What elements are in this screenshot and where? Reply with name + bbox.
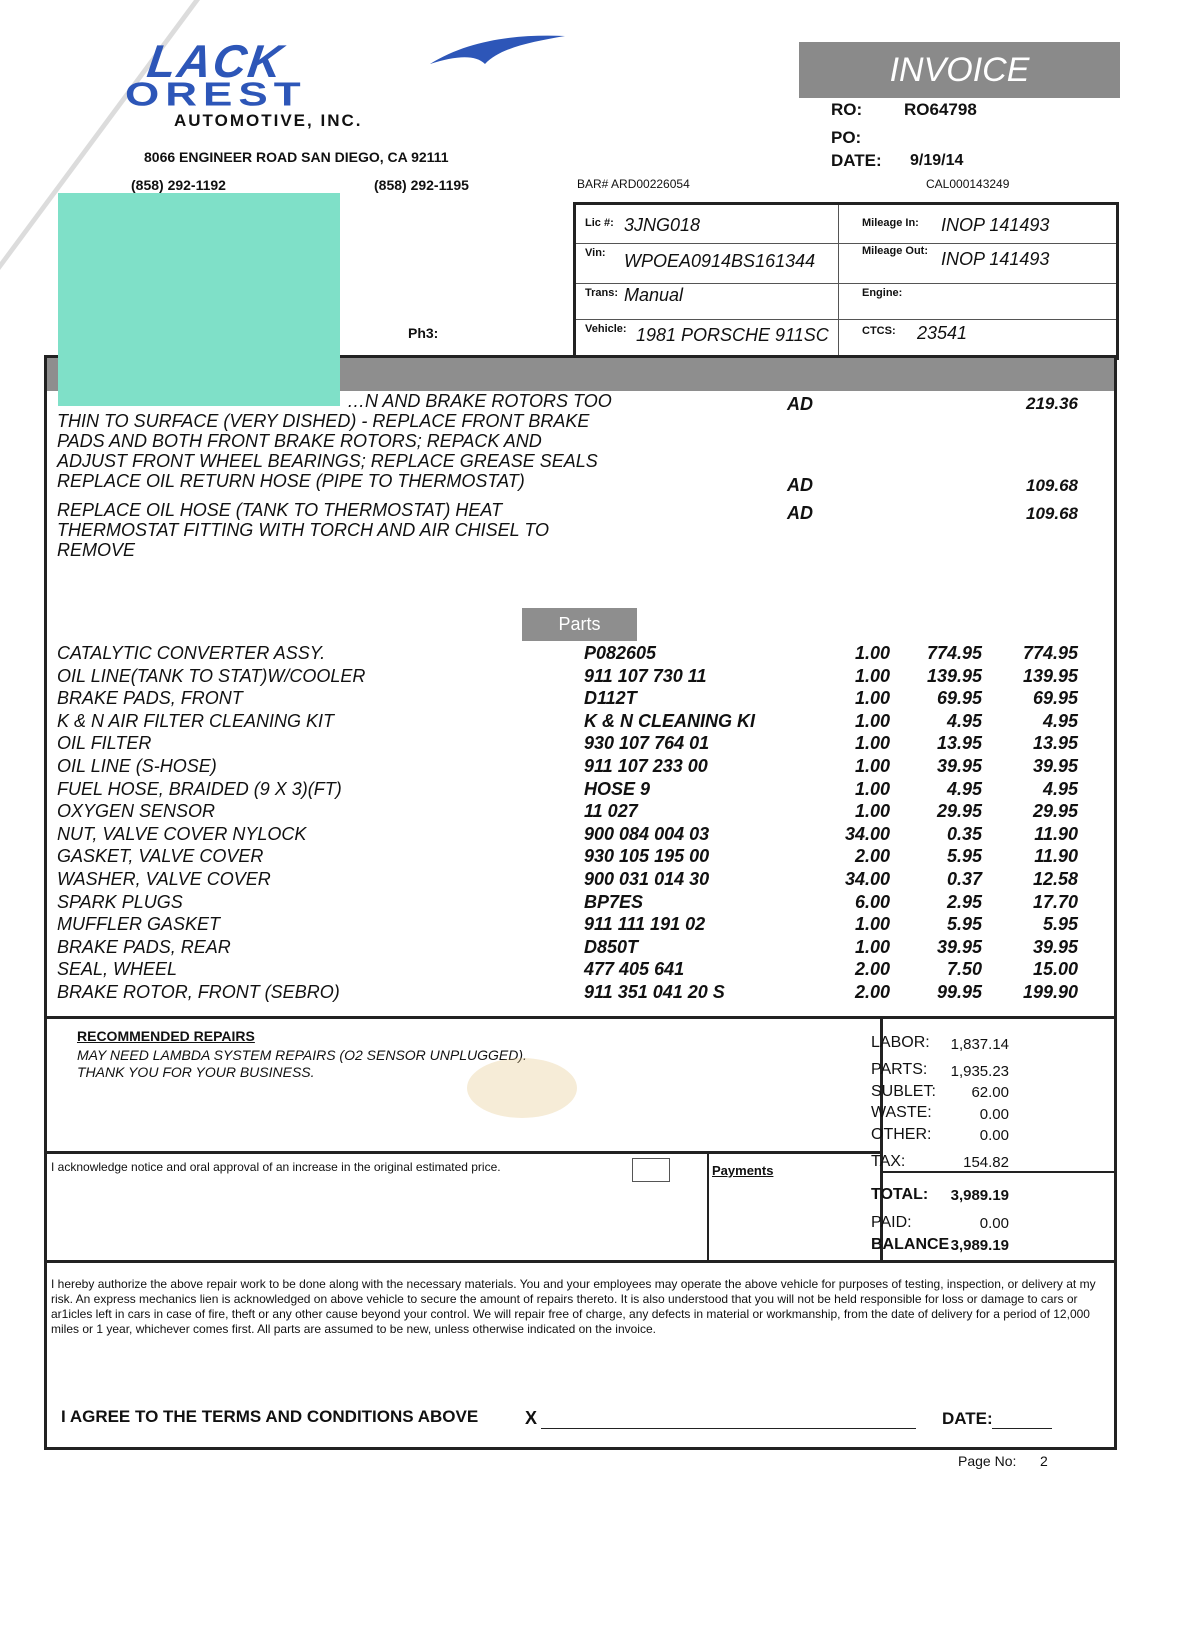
part-quantity: 1.00 [854,778,890,799]
vehicle-info-box [573,202,1119,360]
mileage-in-label: Mileage In: [862,217,919,229]
part-description: OXYGEN SENSOR [57,801,216,822]
part-total: 5.95 [1042,914,1078,935]
part-row [47,982,1114,1004]
sublet-label: SUBLET: [871,1083,936,1100]
vehicle-label: Vehicle: [585,323,627,335]
part-total: 29.95 [1032,801,1078,822]
part-row [47,666,1114,688]
service-item [57,471,525,491]
service-line: REPLACE OIL HOSE (TANK TO THERMOSTAT) HEAT [57,500,503,520]
paid-label: PAID: [871,1214,912,1231]
part-quantity: 2.00 [854,982,890,1002]
part-quantity: 1.00 [854,733,890,754]
lic-label: Lic #: [585,217,614,229]
vin-value: WPOEA0914BS161344 [624,251,816,271]
service-line: ADJUST FRONT WHEEL BEARINGS; REPLACE GREASE SEALS [57,451,598,471]
approval-checkbox[interactable] [632,1158,670,1182]
total-value: 3,989.19 [950,1187,1009,1204]
part-total: 15.00 [1032,959,1078,980]
part-total: 39.95 [1032,756,1078,776]
part-total: 12.58 [1032,869,1078,889]
part-unit-price: 4.95 [946,778,982,799]
part-row [47,711,1114,733]
engine-label: Engine: [862,287,903,299]
part-total: 199.90 [1022,982,1078,1002]
acknowledge-text: I acknowledge notice and oral approval of an increase in the original estimated price. [51,1160,501,1174]
section-divider [47,1260,1114,1263]
part-unit-price: 39.95 [936,936,982,957]
vehicle-value: 1981 PORSCHE 911SC [636,325,829,345]
part-description: MUFFLER GASKET [57,914,221,935]
part-row [47,643,1114,665]
part-description: SPARK PLUGS [57,891,183,912]
ctcs-value: 23541 [917,323,968,343]
part-row [47,779,1114,801]
ph3-label: Ph3: [408,325,439,341]
service-tech: AD [787,475,813,495]
signature-line[interactable] [541,1428,916,1429]
other-label: OTHER: [871,1126,932,1143]
parts-header: Parts [522,608,637,641]
tax-divider [881,1171,1114,1173]
labor-value: 1,837.14 [950,1036,1009,1053]
part-quantity: 1.00 [854,710,890,731]
service-amount: 219.36 [1026,394,1078,413]
part-description: FUEL HOSE, BRAIDED (9 X 3)(FT) [57,778,342,799]
service-tech: AD [787,503,813,523]
recommended-line: MAY NEED LAMBDA SYSTEM REPAIRS (O2 SENSOR UNPLUGGED). [77,1047,527,1063]
part-number: 900 084 004 03 [584,823,710,844]
balance-label: BALANCE [871,1236,950,1253]
company-subtitle: AUTOMOTIVE, INC. [174,111,363,130]
part-unit-price: 39.95 [936,756,982,776]
part-unit-price: 4.95 [946,710,982,731]
part-description: OIL FILTER [57,733,152,754]
mileage-out-value: INOP 141493 [941,249,1050,269]
service-item [57,500,549,560]
mileage-in-value: INOP 141493 [941,215,1050,235]
waste-value: 0.00 [979,1106,1009,1123]
tax-label: TAX: [871,1153,906,1170]
trans-label: Trans: [585,287,619,299]
payments-divider [707,1154,709,1260]
balance-value: 3,989.19 [950,1237,1009,1254]
date-value: 9/19/14 [910,152,964,169]
part-total: 11.90 [1034,846,1078,867]
part-description: BRAKE PADS, REAR [57,936,231,957]
part-unit-price: 5.95 [946,914,982,935]
part-number: BP7ES [584,891,644,912]
part-row [47,846,1114,868]
page-number: 2 [1040,1453,1048,1469]
part-unit-price: 0.35 [946,823,982,844]
part-unit-price: 29.95 [936,801,982,822]
ro-label: RO: [831,100,863,119]
part-row [47,914,1114,936]
part-number: 911 351 041 20 S [584,982,725,1002]
row-divider [576,243,1116,244]
part-description: OIL LINE(TANK TO STAT)W/COOLER [57,665,366,686]
paid-value: 0.00 [979,1215,1009,1232]
part-unit-price: 69.95 [936,688,982,709]
part-number: 930 107 764 01 [584,733,710,754]
part-total: 11.90 [1034,823,1078,844]
part-description: SEAL, WHEEL [57,959,178,980]
part-total: 4.95 [1042,710,1078,731]
part-unit-price: 774.95 [926,643,982,663]
payments-label: Payments [712,1163,774,1178]
sublet-value: 62.00 [971,1084,1009,1101]
part-row [47,937,1114,959]
service-line: THIN TO SURFACE (VERY DISHED) - REPLACE FRONT BRAKE [57,411,590,431]
part-number: 911 107 730 11 [584,665,707,686]
part-number: 930 105 195 00 [584,846,710,867]
part-quantity: 1.00 [854,688,890,709]
other-value: 0.00 [979,1127,1009,1144]
column-divider [838,205,839,357]
part-description: OIL LINE (S-HOSE) [57,756,217,776]
logo-line-2: OREST [125,76,307,113]
bird-icon [430,34,565,74]
part-description: GASKET, VALVE COVER [57,846,264,867]
part-description: BRAKE ROTOR, FRONT (SEBRO) [57,982,340,1002]
section-divider [47,1016,1114,1019]
signature-x: X [525,1408,538,1428]
part-description: NUT, VALVE COVER NYLOCK [57,823,307,844]
part-description: CATALYTIC CONVERTER ASSY. [57,643,326,663]
po-label: PO: [831,128,862,147]
part-number: D112T [584,688,637,709]
part-total: 17.70 [1032,891,1078,912]
parts-total-value: 1,935.23 [950,1063,1009,1080]
part-number: P082605 [584,643,657,663]
total-label: TOTAL: [871,1186,929,1203]
service-line: THERMOSTAT FITTING WITH TORCH AND AIR CHISEL TO [57,520,550,540]
agree-text: I AGREE TO THE TERMS AND CONDITIONS ABOVE [61,1407,479,1426]
part-row [47,892,1114,914]
part-quantity: 6.00 [854,891,890,912]
recommended-title: RECOMMENDED REPAIRS [77,1028,255,1044]
part-total: 39.95 [1032,936,1078,957]
row-divider [576,319,1116,320]
service-line: REPLACE OIL RETURN HOSE (PIPE TO THERMOSTAT) [57,471,525,491]
part-unit-price: 0.37 [946,869,982,889]
labor-label: LABOR: [871,1034,930,1051]
part-quantity: 34.00 [844,869,890,889]
invoice-title: INVOICE [799,42,1120,98]
part-total: 139.95 [1022,665,1078,686]
trans-value: Manual [624,285,684,305]
part-quantity: 2.00 [854,846,890,867]
part-number: 11 027 [584,801,638,822]
part-row [47,869,1114,891]
paper-stain [467,1058,577,1118]
service-line: …N AND BRAKE ROTORS TOO [347,391,612,411]
waste-label: WASTE: [871,1104,932,1121]
part-quantity: 1.00 [854,801,890,822]
part-number: 900 031 014 30 [584,869,710,889]
company-address: 8066 ENGINEER ROAD SAN DIEGO, CA 92111 [144,149,449,165]
part-total: 13.95 [1032,733,1078,754]
part-unit-price: 5.95 [946,846,982,867]
section-divider [47,1151,880,1154]
part-unit-price: 13.95 [936,733,982,754]
ctcs-label: CTCS: [862,325,896,337]
part-number: HOSE 9 [584,778,651,799]
lic-value: 3JNG018 [624,215,701,235]
part-quantity: 1.00 [854,665,890,686]
sign-date-label: DATE: [942,1409,993,1428]
redaction-patch [58,193,340,406]
part-number: K & N CLEANING KI [584,710,755,731]
bar-number: BAR# ARD00226054 [577,177,690,191]
ro-value: RO64798 [904,100,977,119]
part-unit-price: 139.95 [926,665,982,686]
part-total: 69.95 [1032,688,1078,709]
part-row [47,824,1114,846]
date-label: DATE: [831,151,882,170]
vin-label: Vin: [585,247,606,259]
part-row [47,959,1114,981]
thank-you-line: THANK YOU FOR YOUR BUSINESS. [77,1064,315,1080]
part-description: WASHER, VALVE COVER [57,869,271,889]
part-total: 774.95 [1022,643,1078,663]
part-quantity: 34.00 [844,823,890,844]
service-amount: 109.68 [1026,504,1078,523]
part-unit-price: 7.50 [946,959,982,980]
part-number: 911 107 233 00 [584,756,708,776]
sign-date-line[interactable] [992,1428,1052,1429]
part-unit-price: 2.95 [946,891,982,912]
phone-1: (858) 292-1192 [131,177,226,193]
part-total: 4.95 [1042,778,1078,799]
tax-value: 154.82 [963,1154,1009,1171]
part-row [47,688,1114,710]
cal-number: CAL000143249 [926,177,1010,191]
part-description: K & N AIR FILTER CLEANING KIT [57,710,335,731]
part-number: D850T [584,936,639,957]
part-number: 477 405 641 [584,959,685,980]
part-row [47,801,1114,823]
parts-total-label: PARTS: [871,1061,928,1078]
service-line: PADS AND BOTH FRONT BRAKE ROTORS; REPACK AND [57,431,542,451]
terms-text: I hereby authorize the above repair work to be done along with the necessary materials. You and your employees may operate the above vehicle for purposes of testing, inspection, or delivery at my risk. An express mechanics lien is acknowledged on above vehicle to secure the amount of repairs thereto. It is also understood that you will not be held responsible for loss or damage to cars or ar1icles left in cars in case of fire, theft or any other cause beyond your control. We will repair free of charge, any defects in material or workmanship, from the date of delivery for a period of 12,000 miles or 1 year, whichever comes first. All parts are assumed to be new, unless otherwise indicated on the invoice. [51,1277,1096,1336]
part-unit-price: 99.95 [936,982,982,1002]
phone-2: (858) 292-1195 [374,177,469,193]
part-quantity: 1.00 [854,643,890,663]
part-quantity: 1.00 [854,914,890,935]
mileage-out-label: Mileage Out: [862,245,929,257]
service-line: REMOVE [57,540,136,560]
row-divider [576,283,1116,284]
part-quantity: 1.00 [854,756,890,776]
part-quantity: 2.00 [854,959,890,980]
logo-line-1: LACK [144,35,288,87]
page-label: Page No: [958,1453,1017,1469]
part-row [47,733,1114,755]
service-tech: AD [787,394,813,414]
part-row [47,756,1114,778]
part-description: BRAKE PADS, FRONT [57,688,243,709]
part-quantity: 1.00 [854,936,890,957]
part-number: 911 111 191 02 [584,914,706,935]
service-amount: 109.68 [1026,476,1078,495]
